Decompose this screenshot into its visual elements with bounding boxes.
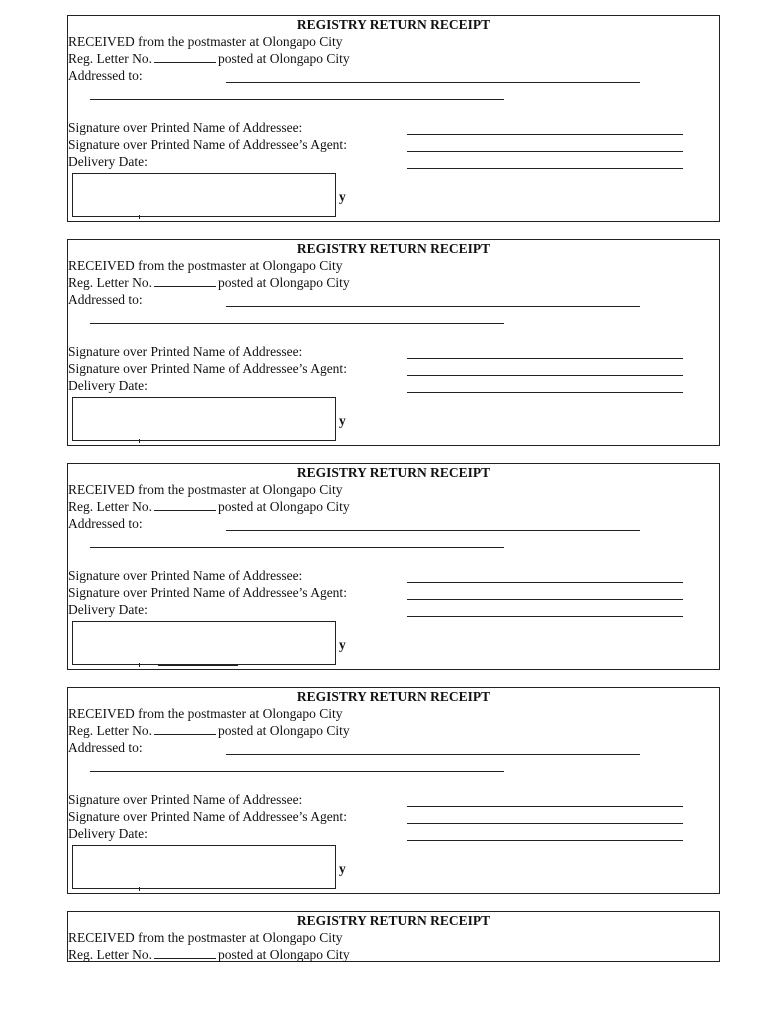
stamp-suffix: y	[339, 413, 346, 428]
sig-addressee-label: Signature over Printed Name of Addressee:	[68, 568, 303, 583]
receipt-5	[67, 911, 720, 962]
sig-agent-blank[interactable]	[407, 151, 683, 152]
posted-label: posted at Olongapo City	[217, 723, 350, 738]
addressed-label: Addressed to:	[68, 292, 143, 307]
sig-addressee-label: Signature over Printed Name of Addressee:	[68, 344, 303, 359]
receipt-2	[67, 239, 720, 446]
posted-label: posted at Olongapo City	[217, 51, 350, 66]
stamp-suffix: y	[339, 861, 346, 876]
reg-letter-line	[68, 499, 350, 515]
address-second-blank[interactable]	[90, 771, 504, 772]
delivery-date-label: Delivery Date:	[68, 154, 148, 169]
reg-letter-blank[interactable]	[154, 947, 216, 959]
address-second-blank[interactable]	[90, 99, 504, 100]
receipt-title: REGISTRY RETURN RECEIPT	[296, 241, 491, 256]
received-line: RECEIVED from the postmaster at Olongapo City	[68, 258, 343, 273]
delivery-date-label: Delivery Date:	[68, 826, 148, 841]
stamp-underline	[158, 665, 238, 666]
stamp-box	[72, 621, 336, 665]
sig-agent-label: Signature over Printed Name of Addressee’s Agent:	[68, 361, 347, 376]
posted-label: posted at Olongapo City	[217, 947, 350, 962]
receipt-3	[67, 463, 720, 670]
received-line: RECEIVED from the postmaster at Olongapo City	[68, 482, 343, 497]
addressed-blank[interactable]	[226, 530, 640, 531]
address-second-blank[interactable]	[90, 547, 504, 548]
address-second-blank[interactable]	[90, 323, 504, 324]
stamp-box	[72, 845, 336, 889]
delivery-date-label: Delivery Date:	[68, 378, 148, 393]
addressed-blank[interactable]	[226, 306, 640, 307]
sig-addressee-blank[interactable]	[407, 358, 683, 359]
sig-addressee-blank[interactable]	[407, 582, 683, 583]
sig-agent-blank[interactable]	[407, 375, 683, 376]
delivery-date-blank[interactable]	[407, 168, 683, 169]
addressed-label: Addressed to:	[68, 516, 143, 531]
tick-mark	[139, 663, 142, 667]
reg-letter-label: Reg. Letter No.	[68, 499, 152, 514]
posted-label: posted at Olongapo City	[217, 275, 350, 290]
receipt-title: REGISTRY RETURN RECEIPT	[296, 913, 491, 928]
delivery-date-label: Delivery Date:	[68, 602, 148, 617]
receipt-1	[67, 15, 720, 222]
delivery-date-blank[interactable]	[407, 840, 683, 841]
received-line: RECEIVED from the postmaster at Olongapo City	[68, 930, 343, 945]
reg-letter-line	[68, 723, 350, 739]
addressed-label: Addressed to:	[68, 740, 143, 755]
reg-letter-label: Reg. Letter No.	[68, 947, 152, 962]
addressed-blank[interactable]	[226, 82, 640, 83]
reg-letter-line	[68, 947, 350, 963]
sig-agent-label: Signature over Printed Name of Addressee’s Agent:	[68, 585, 347, 600]
reg-letter-label: Reg. Letter No.	[68, 275, 152, 290]
sig-addressee-label: Signature over Printed Name of Addressee:	[68, 792, 303, 807]
received-line: RECEIVED from the postmaster at Olongapo City	[68, 706, 343, 721]
reg-letter-label: Reg. Letter No.	[68, 51, 152, 66]
reg-letter-blank[interactable]	[154, 723, 216, 735]
tick-mark	[139, 887, 142, 891]
receipt-4	[67, 687, 720, 894]
sig-addressee-blank[interactable]	[407, 806, 683, 807]
reg-letter-label: Reg. Letter No.	[68, 723, 152, 738]
sig-agent-blank[interactable]	[407, 599, 683, 600]
reg-letter-line	[68, 275, 350, 291]
delivery-date-blank[interactable]	[407, 392, 683, 393]
stamp-box	[72, 173, 336, 217]
sig-agent-label: Signature over Printed Name of Addressee’s Agent:	[68, 137, 347, 152]
sig-addressee-blank[interactable]	[407, 134, 683, 135]
received-line: RECEIVED from the postmaster at Olongapo City	[68, 34, 343, 49]
receipt-title: REGISTRY RETURN RECEIPT	[296, 465, 491, 480]
reg-letter-blank[interactable]	[154, 51, 216, 63]
tick-mark	[139, 215, 142, 219]
stamp-suffix: y	[339, 637, 346, 652]
delivery-date-blank[interactable]	[407, 616, 683, 617]
sig-agent-label: Signature over Printed Name of Addressee’s Agent:	[68, 809, 347, 824]
addressed-blank[interactable]	[226, 754, 640, 755]
reg-letter-blank[interactable]	[154, 499, 216, 511]
sig-addressee-label: Signature over Printed Name of Addressee:	[68, 120, 303, 135]
posted-label: posted at Olongapo City	[217, 499, 350, 514]
receipt-title: REGISTRY RETURN RECEIPT	[296, 17, 491, 32]
receipt-title: REGISTRY RETURN RECEIPT	[296, 689, 491, 704]
reg-letter-line	[68, 51, 350, 67]
reg-letter-blank[interactable]	[154, 275, 216, 287]
tick-mark	[139, 439, 142, 443]
sig-agent-blank[interactable]	[407, 823, 683, 824]
addressed-label: Addressed to:	[68, 68, 143, 83]
stamp-box	[72, 397, 336, 441]
stamp-suffix: y	[339, 189, 346, 204]
